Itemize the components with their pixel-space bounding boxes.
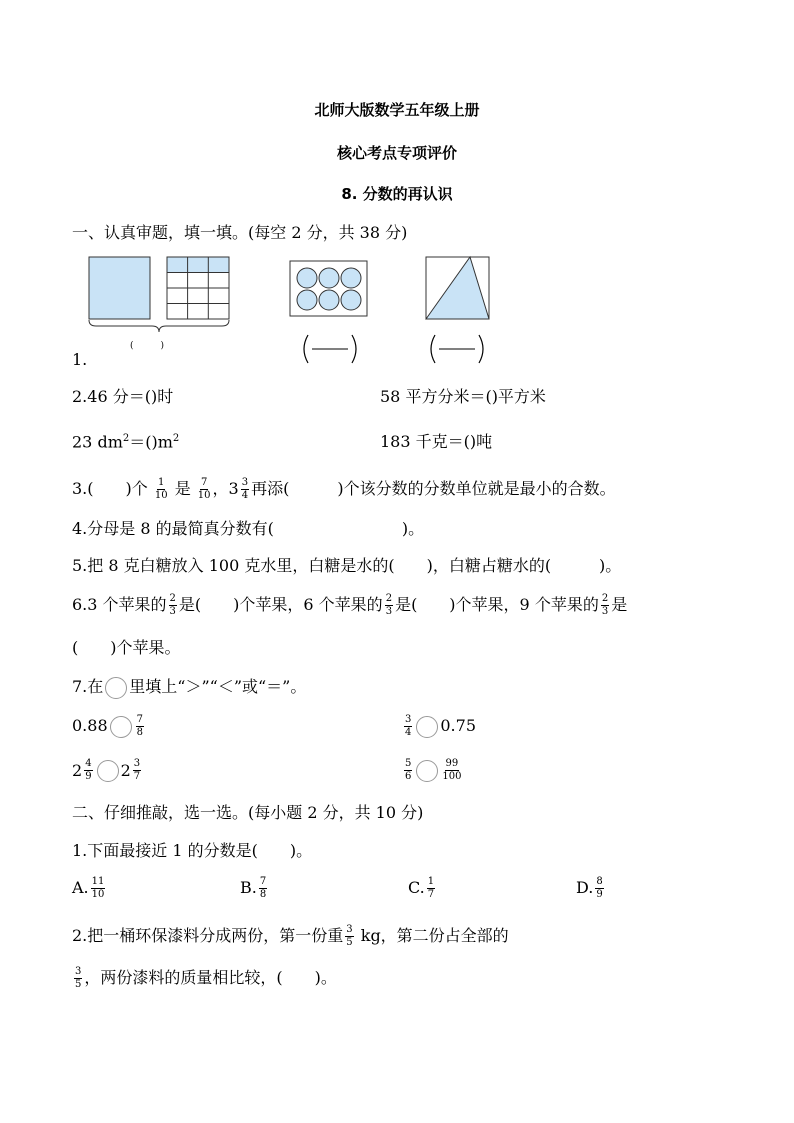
q7-c [72,756,143,785]
answer-frac-circles[interactable] [300,332,360,366]
q7-p1: 7.在 [72,677,104,696]
q7-b-frac: $\frac{3}{4}$ [405,714,412,738]
q3-frac1: $\frac{1}{10}$ [154,477,168,501]
q7-c-mixed2: 2 $\frac{3}{7}$ [120,758,141,782]
brace-blank: ( ) [130,341,165,351]
s2-q1-stem: 1.下面最接近 1 的分数是( )。 [72,841,313,860]
s2-q2-line2: $\frac{3}{5}$ ，两份漆料的质量相比较，( )。 [75,966,337,990]
q3 [72,478,616,501]
sample-circle [105,677,127,699]
q2-c-sup2: 2 [172,433,180,444]
q6-p2: 是( )个苹果，6 个苹果的 [178,595,383,614]
q5: 5.把 8 克白糖放入 100 克水里，白糖是水的( )，白糖占糖水的( )。 [72,556,622,575]
q6-frac2: $\frac{2}{3}$ [385,593,393,617]
q3-frac2: $\frac{7}{10}$ [197,477,211,501]
grid-square [167,257,229,319]
q3-frac3: $\frac{3}{4}$ [241,477,249,501]
q6-frac3: $\frac{2}{3}$ [601,593,609,617]
option-d-frac: $\frac{8}{9}$ [596,876,603,900]
s2-q2-frac2: $\frac{3}{5}$ [75,966,82,990]
q7-stem [72,676,306,699]
q7-a-frac: $\frac{7}{8}$ [136,714,143,738]
compare-circle-d[interactable] [416,760,438,782]
figure-circles [288,259,370,321]
s2-q1-option-c[interactable]: C. $\frac{1}{7}$ [408,876,435,900]
full-square [89,257,150,319]
s2-q2-line1: 2.把一桶环保漆料分成两份，第一份重 $\frac{3}{5}$ kg，第二份占全部的 [72,924,509,948]
brace [89,320,229,332]
section1-heading: 一、认真审题，填一填。(每空 2 分，共 38 分) [72,223,408,242]
q3-p2: 是 [174,479,191,498]
q7-b [402,712,476,740]
q2-c-mid: ＝()m [129,432,173,452]
compare-circle-b[interactable] [416,716,438,738]
q3-p1: 3.( )个 [72,479,148,498]
q7-d [402,756,463,784]
q2-a: 2.46 分＝()时 [72,387,174,406]
q7-d-frac1: $\frac{5}{6}$ [405,758,412,782]
q2-b: 58 平方分米＝()平方米 [380,387,546,406]
doc-title: 北师大版数学五年级上册 [314,101,480,119]
q7-p2: 里填上“＞”“＜”或“＝”。 [129,677,307,696]
q6-p1: 6.3 个苹果的 [72,595,167,614]
doc-subtitle: 核心考点专项评价 [336,144,457,162]
q1-number: 1. [72,350,88,369]
q7-a-left: 0.88 [72,716,108,735]
q7-a [72,712,146,740]
q6-p5: ( )个苹果。 [72,638,181,657]
q6 [72,594,627,617]
section2-heading: 二、仔细推敲，选一选。(每小题 2 分，共 10 分) [72,803,424,822]
q2-c-sup1: 2 [122,433,130,444]
q2-c [72,434,179,450]
compare-circle-a[interactable] [110,716,132,738]
option-c-frac: $\frac{1}{7}$ [427,876,435,900]
q6-p3: 是( )个苹果，9 个苹果的 [395,595,599,614]
q2-d: 183 千克＝()吨 [380,432,493,451]
option-b-frac: $\frac{7}{8}$ [259,876,267,900]
compare-circle-c[interactable] [97,760,119,782]
option-a-frac: $\frac{11}{10}$ [91,876,105,900]
q7-d-frac2: $\frac{99}{100}$ [442,758,462,782]
q7-b-right: 0.75 [440,716,476,735]
topic-title: 8. 分数的再认识 [341,185,453,203]
q2-c-pre: 23 dm [72,432,123,452]
s2-q1-option-d[interactable]: D. $\frac{8}{9}$ [576,876,603,900]
answer-frac-triangle[interactable] [427,332,487,366]
q3-p4: 再添( )个该分数的分数单位就是最小的合数。 [251,479,616,498]
s2-q1-option-a[interactable]: A. $\frac{11}{10}$ [72,876,105,900]
q6-p4: 是 [611,595,628,614]
s2-q1-option-b[interactable]: B. $\frac{7}{8}$ [240,876,267,900]
q7-c-mixed1: 2 $\frac{4}{9}$ [72,758,92,782]
figure-triangle [424,255,492,321]
q6-frac1: $\frac{2}{3}$ [169,593,176,617]
s2-q2-frac1: $\frac{3}{5}$ [346,924,353,948]
q4: 4.分母是 8 的最简真分数有( )。 [72,519,425,538]
q3-p3: ，3 [212,479,239,498]
